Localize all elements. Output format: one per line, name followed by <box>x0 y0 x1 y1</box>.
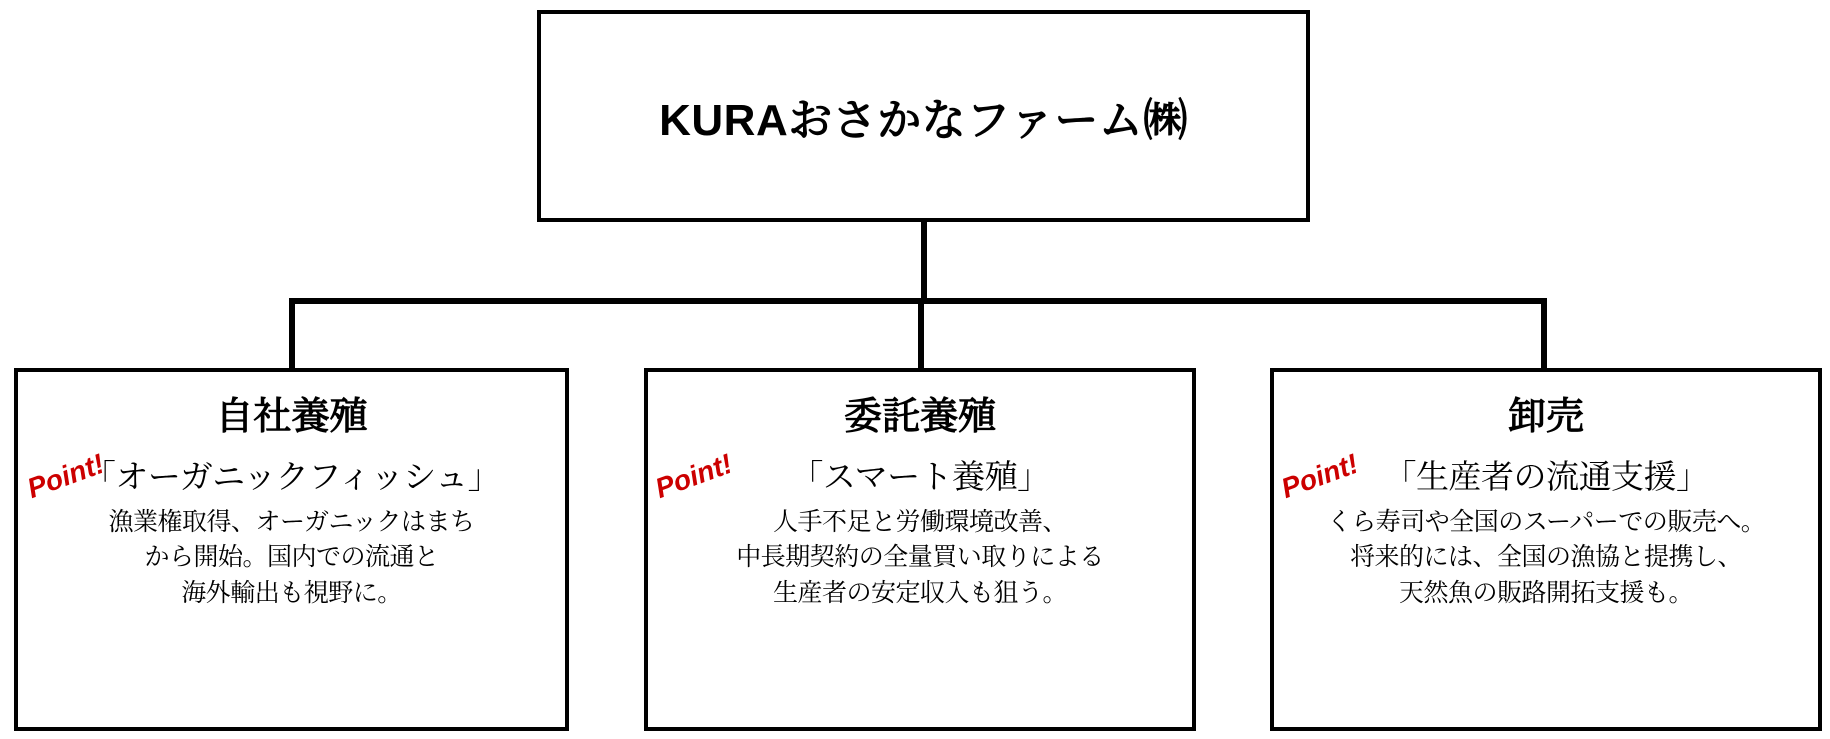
child-node-1 <box>14 368 569 731</box>
child-node-1-title: 自社養殖 <box>215 396 368 438</box>
connector-drop-2 <box>918 298 924 370</box>
child-node-1-body <box>18 505 565 612</box>
child-node-2-body <box>648 505 1192 612</box>
root-node <box>537 10 1310 222</box>
child-node-2-body-line: 中長期契約の全量買い取りによる <box>736 543 1104 572</box>
connector-stem <box>921 222 927 303</box>
connector-drop-1 <box>289 298 295 370</box>
child-node-3-body-line: くら寿司や全国のスーパーでの販売へ。 <box>1326 507 1766 536</box>
connector-drop-3 <box>1541 298 1547 370</box>
child-node-2-body-line: 生産者の安定収入も狙う。 <box>772 578 1067 607</box>
child-node-3-body-line: 将来的には、全国の漁協と提携し、 <box>1349 543 1742 572</box>
child-node-1-subtitle: 「オーガニックフィッシュ」 <box>82 457 501 495</box>
child-node-2-subtitle: 「スマート養殖」 <box>790 457 1050 495</box>
child-node-2-body-line: 人手不足と労働環境改善、 <box>772 507 1067 536</box>
child-node-2-title: 委託養殖 <box>843 396 996 438</box>
child-node-1-body-line: 漁業権取得、オーガニックはまち <box>108 507 475 536</box>
child-node-2 <box>644 368 1196 731</box>
child-node-3-subtitle: 「生産者の流通支援」 <box>1383 457 1709 495</box>
child-node-1-body-line: 海外輸出も視野に。 <box>181 578 402 607</box>
point-badge-1: Point! <box>23 447 109 505</box>
point-badge-3: Point! <box>1277 447 1363 505</box>
child-node-3-title: 卸売 <box>1507 396 1584 438</box>
child-node-1-body-line: から開始。国内での流通と <box>144 543 439 572</box>
child-node-3 <box>1270 368 1822 731</box>
child-node-3-body <box>1274 505 1818 612</box>
root-node-title: KURAおさかなファーム㈱ <box>659 96 1188 145</box>
child-node-3-body-line: 天然魚の販路開拓支援も。 <box>1398 578 1693 607</box>
point-badge-2: Point! <box>651 447 737 505</box>
